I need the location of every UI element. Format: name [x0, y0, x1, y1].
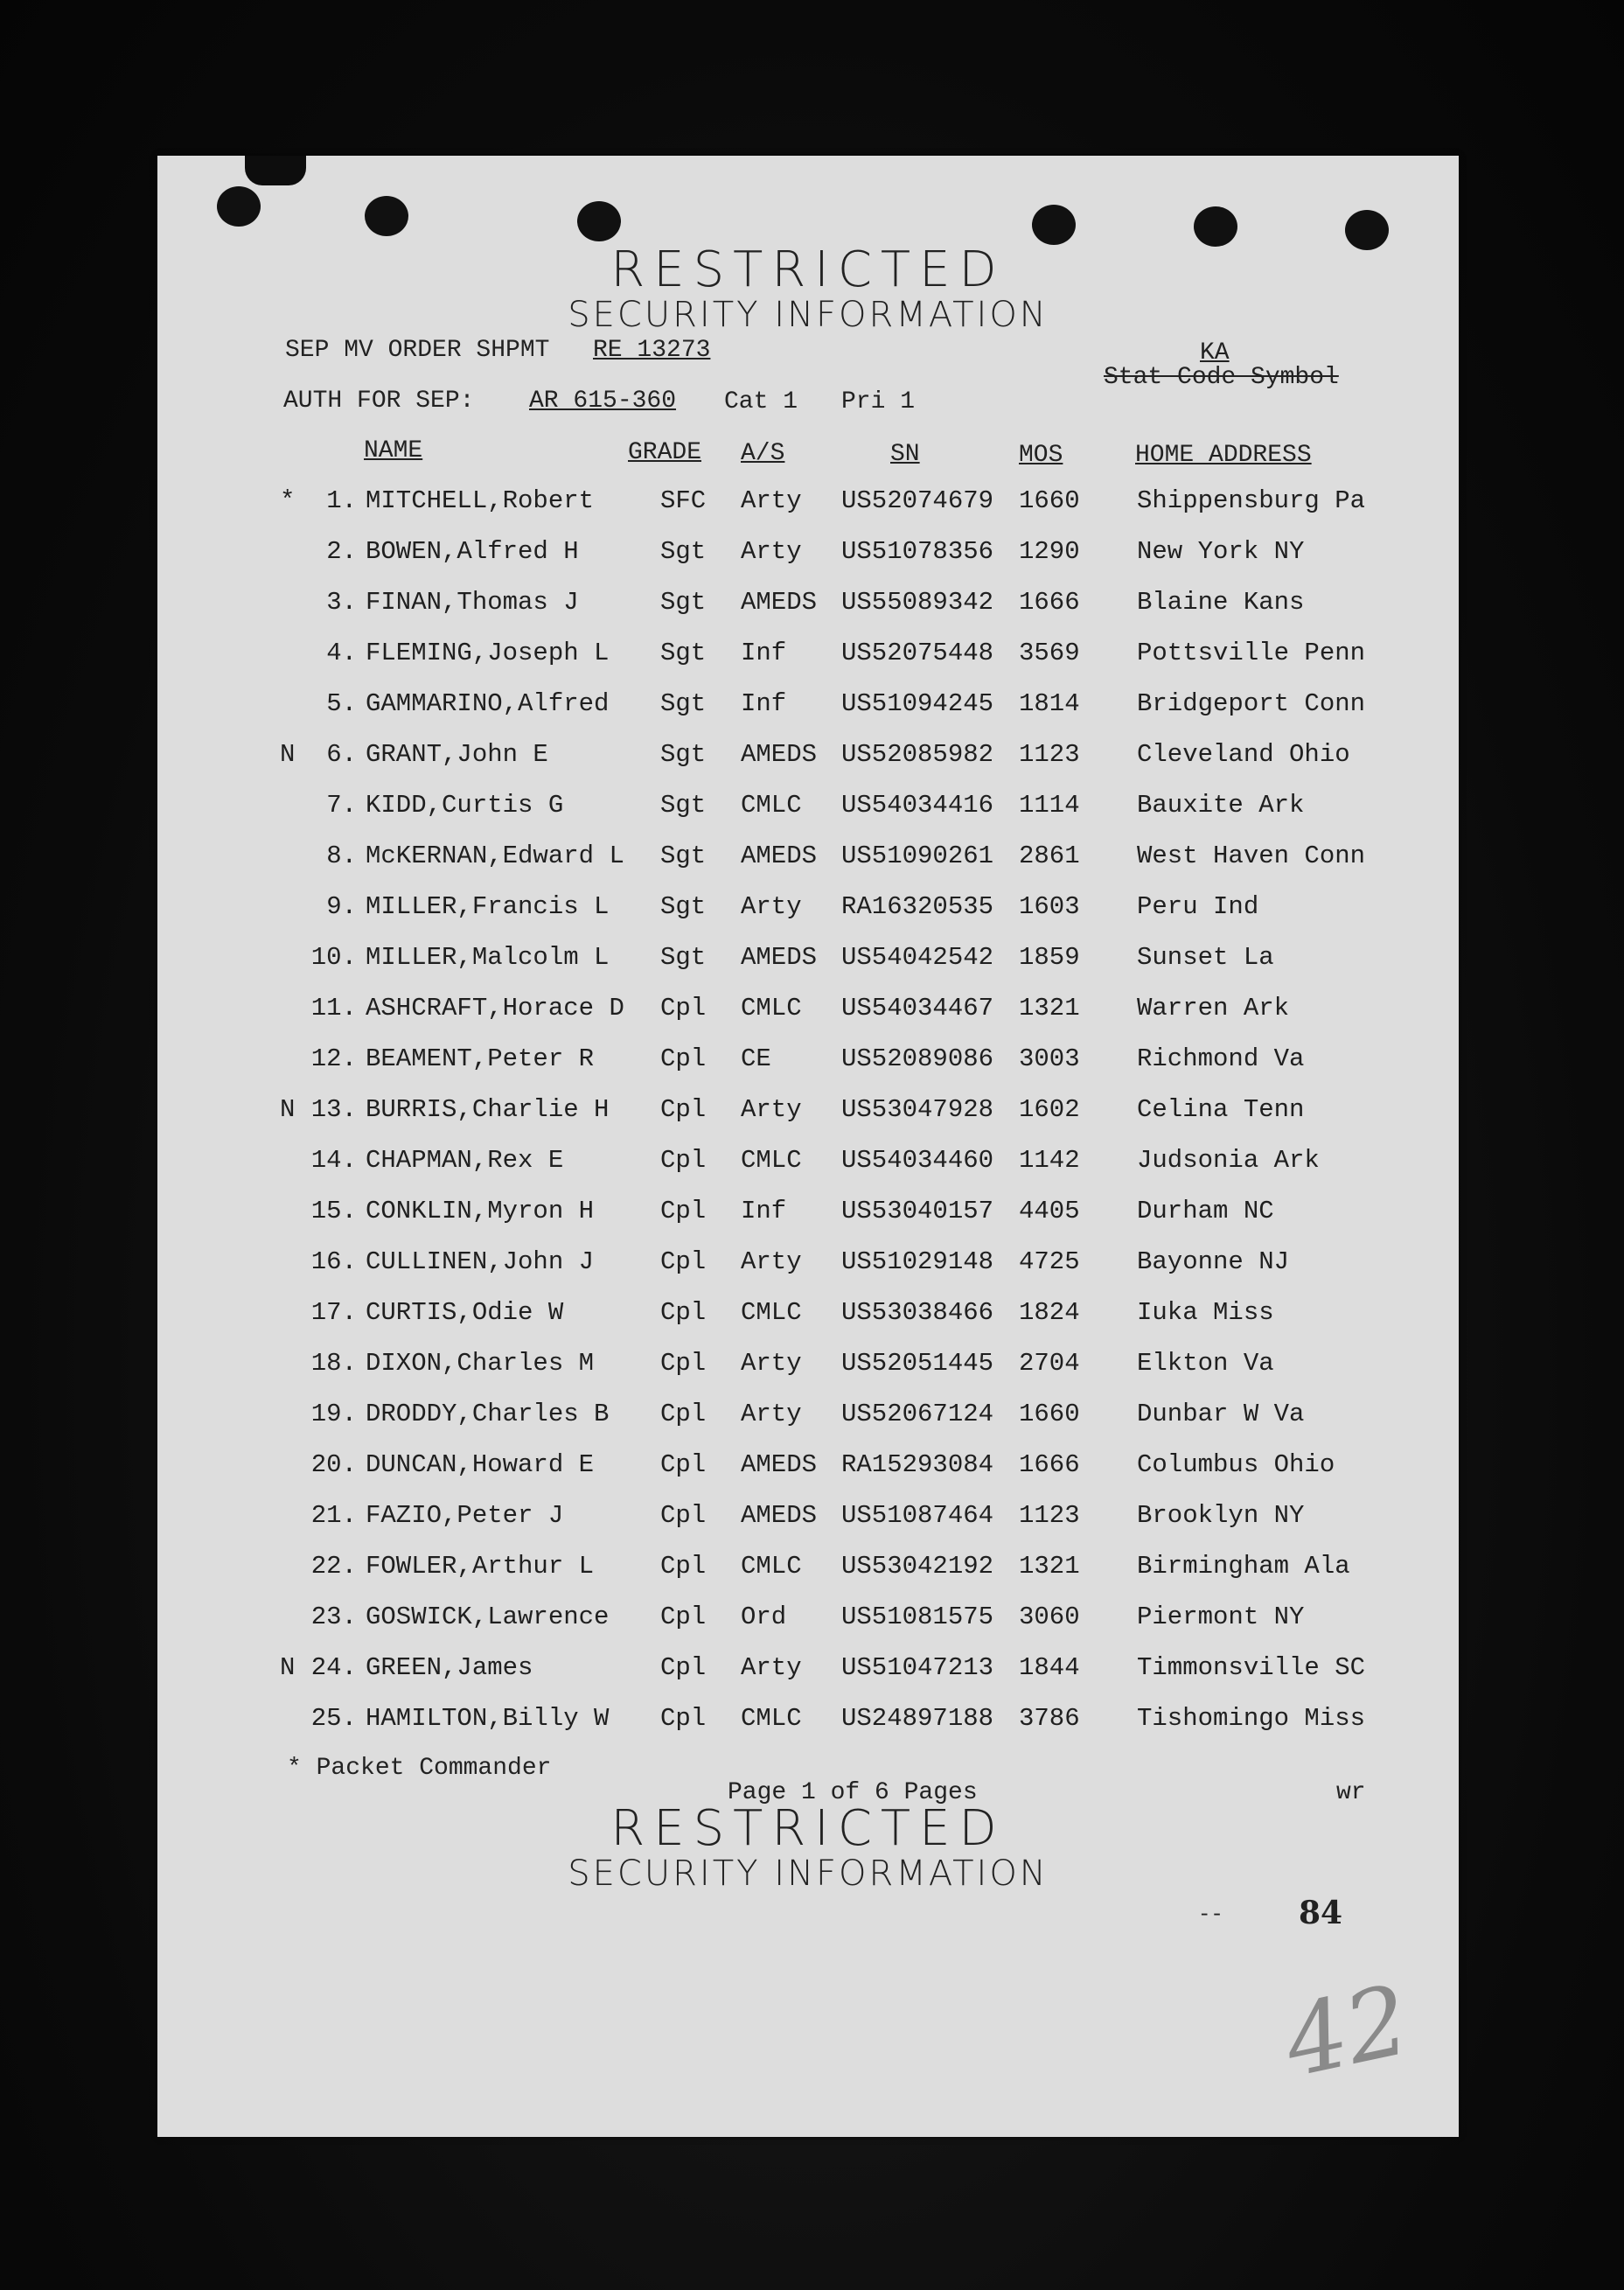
row-arm-service: Inf [741, 639, 787, 667]
row-mos: 1321 [1019, 994, 1080, 1023]
document-page [157, 156, 1459, 2137]
row-arm-service: AMEDS [741, 943, 818, 972]
row-mos: 1859 [1019, 943, 1080, 972]
pencil-number: 42 [1275, 1963, 1418, 2099]
row-number: 5. [326, 689, 357, 718]
row-arm-service: Arty [741, 1349, 802, 1378]
page-count: Page 1 of 6 Pages [728, 1779, 978, 1806]
row-number: 7. [326, 791, 357, 820]
row-number: 9. [326, 892, 357, 921]
row-serial-number: US51094245 [841, 689, 994, 718]
row-arm-service: AMEDS [741, 841, 818, 870]
row-serial-number: US55089342 [841, 588, 994, 617]
stat-code: KA [1200, 339, 1230, 367]
row-name: MITCHELL,Robert [366, 486, 595, 515]
row-name: GRANT,John E [366, 740, 548, 769]
row-home-address: Durham NC [1137, 1197, 1274, 1225]
row-mos: 1666 [1019, 1450, 1080, 1479]
row-home-address: Tishomingo Miss [1137, 1704, 1366, 1733]
row-grade: Cpl [660, 1146, 707, 1175]
row-mos: 1290 [1019, 537, 1080, 566]
row-grade: Sgt [660, 588, 707, 617]
row-serial-number: US54034416 [841, 791, 994, 820]
row-number: 4. [326, 639, 357, 667]
table-row [157, 689, 1459, 740]
row-grade: Cpl [660, 1095, 707, 1124]
row-mos: 3569 [1019, 639, 1080, 667]
row-name: GOSWICK,Lawrence [366, 1602, 610, 1631]
row-arm-service: Arty [741, 1653, 802, 1682]
table-row [157, 1653, 1459, 1704]
row-grade: Cpl [660, 1450, 707, 1479]
row-number: 3. [326, 588, 357, 617]
row-arm-service: CE [741, 1044, 771, 1073]
row-name: CULLINEN,John J [366, 1247, 595, 1276]
row-arm-service: Arty [741, 537, 802, 566]
row-name: DUNCAN,Howard E [366, 1450, 595, 1479]
row-grade: Cpl [660, 1501, 707, 1530]
row-number: 12. [310, 1044, 357, 1073]
col-header-name: NAME [364, 437, 423, 464]
row-grade: Sgt [660, 740, 707, 769]
row-grade: Sgt [660, 841, 707, 870]
row-arm-service: CMLC [741, 1298, 802, 1327]
row-serial-number: US52089086 [841, 1044, 994, 1073]
row-mark: * [280, 486, 296, 515]
row-arm-service: CMLC [741, 791, 802, 820]
row-home-address: Elkton Va [1137, 1349, 1274, 1378]
row-grade: Cpl [660, 1298, 707, 1327]
row-name: BURRIS,Charlie H [366, 1095, 610, 1124]
row-home-address: Birmingham Ala [1137, 1552, 1350, 1581]
row-name: DRODDY,Charles B [366, 1400, 610, 1428]
row-home-address: Blaine Kans [1137, 588, 1305, 617]
row-serial-number: US51078356 [841, 537, 994, 566]
row-grade: Sgt [660, 943, 707, 972]
row-grade: Cpl [660, 994, 707, 1023]
row-serial-number: US24897188 [841, 1704, 994, 1733]
row-serial-number: US52051445 [841, 1349, 994, 1378]
row-name: GAMMARINO,Alfred [366, 689, 610, 718]
row-grade: Cpl [660, 1247, 707, 1276]
row-serial-number: US52085982 [841, 740, 994, 769]
row-number: 1. [326, 486, 357, 515]
row-number: 8. [326, 841, 357, 870]
stamp-security-information: SECURITY INFORMATION [568, 295, 1049, 335]
category: Cat 1 [724, 388, 798, 415]
row-serial-number: RA16320535 [841, 892, 994, 921]
row-name: FOWLER,Arthur L [366, 1552, 595, 1581]
row-mos: 1123 [1019, 1501, 1080, 1530]
row-name: CURTIS,Odie W [366, 1298, 564, 1327]
row-number: 11. [310, 994, 357, 1023]
row-home-address: Warren Ark [1137, 994, 1290, 1023]
table-row [157, 639, 1459, 689]
row-name: CONKLIN,Myron H [366, 1197, 595, 1225]
row-mark: N [280, 1095, 296, 1124]
row-grade: Cpl [660, 1653, 707, 1682]
row-mos: 4405 [1019, 1197, 1080, 1225]
row-home-address: Bridgeport Conn [1137, 689, 1366, 718]
row-mos: 1660 [1019, 1400, 1080, 1428]
typist-initials: wr [1336, 1779, 1366, 1806]
row-serial-number: RA15293084 [841, 1450, 994, 1479]
row-grade: Cpl [660, 1602, 707, 1631]
col-header-address: HOME ADDRESS [1135, 442, 1312, 469]
table-row [157, 1298, 1459, 1349]
table-row [157, 537, 1459, 588]
restricted-stamp-top [157, 241, 1459, 335]
row-number: 10. [310, 943, 357, 972]
row-home-address: Brooklyn NY [1137, 1501, 1305, 1530]
stamp-restricted: RESTRICTED [610, 241, 1006, 298]
footer-dash: -- [1198, 1903, 1223, 1927]
page-number: 84 [1299, 1895, 1343, 1931]
row-number: 16. [310, 1247, 357, 1276]
row-grade: Sgt [660, 791, 707, 820]
row-serial-number: US51029148 [841, 1247, 994, 1276]
row-home-address: Iuka Miss [1137, 1298, 1274, 1327]
table-row [157, 588, 1459, 639]
row-home-address: Shippensburg Pa [1137, 486, 1366, 515]
table-row [157, 1349, 1459, 1400]
row-home-address: Cleveland Ohio [1137, 740, 1350, 769]
punch-hole [577, 201, 621, 241]
table-row [157, 892, 1459, 943]
auth-regulation: AR 615-360 [529, 387, 677, 415]
row-arm-service: Arty [741, 892, 802, 921]
row-grade: Sgt [660, 537, 707, 566]
table-row [157, 740, 1459, 791]
row-serial-number: US52074679 [841, 486, 994, 515]
stamp-security-information: SECURITY INFORMATION [568, 1854, 1049, 1894]
col-header-grade: GRADE [628, 439, 702, 466]
row-mos: 3060 [1019, 1602, 1080, 1631]
row-home-address: Columbus Ohio [1137, 1450, 1335, 1479]
row-name: BEAMENT,Peter R [366, 1044, 595, 1073]
row-mos: 1660 [1019, 486, 1080, 515]
row-arm-service: AMEDS [741, 1501, 818, 1530]
row-mos: 1321 [1019, 1552, 1080, 1581]
table-row [157, 1095, 1459, 1146]
row-serial-number: US52067124 [841, 1400, 994, 1428]
table-row [157, 1146, 1459, 1197]
row-grade: Sgt [660, 639, 707, 667]
row-home-address: Timmonsville SC [1137, 1653, 1366, 1682]
row-number: 21. [310, 1501, 357, 1530]
row-home-address: West Haven Conn [1137, 841, 1366, 870]
row-grade: Sgt [660, 689, 707, 718]
row-arm-service: Arty [741, 1400, 802, 1428]
row-number: 24. [310, 1653, 357, 1682]
row-home-address: Bayonne NJ [1137, 1247, 1290, 1276]
row-grade: Cpl [660, 1552, 707, 1581]
row-name: MILLER,Malcolm L [366, 943, 610, 972]
row-number: 18. [310, 1349, 357, 1378]
row-mos: 2704 [1019, 1349, 1080, 1378]
table-row [157, 1704, 1459, 1755]
order-label: SEP MV ORDER SHPMT [285, 337, 550, 364]
row-arm-service: Inf [741, 689, 787, 718]
stamp-restricted: RESTRICTED [610, 1800, 1006, 1857]
table-row [157, 486, 1459, 537]
row-arm-service: Arty [741, 486, 802, 515]
row-arm-service: AMEDS [741, 1450, 818, 1479]
punch-hole [365, 196, 408, 236]
row-mos: 1666 [1019, 588, 1080, 617]
punch-hole [217, 186, 261, 227]
row-serial-number: US51047213 [841, 1653, 994, 1682]
row-number: 14. [310, 1146, 357, 1175]
row-mark: N [280, 1653, 296, 1682]
row-serial-number: US52075448 [841, 639, 994, 667]
row-name: CHAPMAN,Rex E [366, 1146, 564, 1175]
row-home-address: Dunbar W Va [1137, 1400, 1305, 1428]
row-serial-number: US53047928 [841, 1095, 994, 1124]
row-arm-service: CMLC [741, 1552, 802, 1581]
table-row [157, 791, 1459, 841]
row-name: DIXON,Charles M [366, 1349, 595, 1378]
row-home-address: Judsonia Ark [1137, 1146, 1320, 1175]
row-serial-number: US51081575 [841, 1602, 994, 1631]
row-mos: 3786 [1019, 1704, 1080, 1733]
row-arm-service: Ord [741, 1602, 787, 1631]
restricted-stamp-bottom [157, 1800, 1459, 1894]
row-serial-number: US53042192 [841, 1552, 994, 1581]
row-mos: 1814 [1019, 689, 1080, 718]
row-number: 17. [310, 1298, 357, 1327]
table-row [157, 1400, 1459, 1450]
row-grade: Cpl [660, 1400, 707, 1428]
row-name: KIDD,Curtis G [366, 791, 564, 820]
row-name: GREEN,James [366, 1653, 533, 1682]
table-row [157, 1247, 1459, 1298]
row-home-address: Peru Ind [1137, 892, 1259, 921]
row-name: FLEMING,Joseph L [366, 639, 610, 667]
row-arm-service: CMLC [741, 1146, 802, 1175]
row-grade: Cpl [660, 1704, 707, 1733]
row-mos: 2861 [1019, 841, 1080, 870]
table-row [157, 1197, 1459, 1247]
auth-label: AUTH FOR SEP: [283, 387, 475, 415]
row-name: ASHCRAFT,Horace D [366, 994, 624, 1023]
footnote-packet-commander: * Packet Commander [287, 1755, 552, 1782]
row-number: 25. [310, 1704, 357, 1733]
row-number: 15. [310, 1197, 357, 1225]
row-arm-service: Arty [741, 1095, 802, 1124]
row-number: 13. [310, 1095, 357, 1124]
row-home-address: Sunset La [1137, 943, 1274, 972]
table-row [157, 1602, 1459, 1653]
row-number: 19. [310, 1400, 357, 1428]
row-mos: 1602 [1019, 1095, 1080, 1124]
row-serial-number: US53040157 [841, 1197, 994, 1225]
row-name: FAZIO,Peter J [366, 1501, 564, 1530]
row-mos: 1114 [1019, 791, 1080, 820]
row-arm-service: AMEDS [741, 740, 818, 769]
row-number: 22. [310, 1552, 357, 1581]
row-arm-service: CMLC [741, 994, 802, 1023]
row-home-address: Celina Tenn [1137, 1095, 1305, 1124]
row-serial-number: US53038466 [841, 1298, 994, 1327]
table-row [157, 994, 1459, 1044]
table-row [157, 1450, 1459, 1501]
row-name: MILLER,Francis L [366, 892, 610, 921]
row-mos: 1123 [1019, 740, 1080, 769]
row-mos: 1844 [1019, 1653, 1080, 1682]
row-serial-number: US54034460 [841, 1146, 994, 1175]
col-header-mos: MOS [1019, 442, 1063, 469]
row-mos: 3003 [1019, 1044, 1080, 1073]
row-arm-service: Inf [741, 1197, 787, 1225]
row-arm-service: CMLC [741, 1704, 802, 1733]
row-mos: 4725 [1019, 1247, 1080, 1276]
row-grade: SFC [660, 486, 707, 515]
table-row [157, 1552, 1459, 1602]
row-home-address: Richmond Va [1137, 1044, 1305, 1073]
row-mos: 1142 [1019, 1146, 1080, 1175]
table-row [157, 1044, 1459, 1095]
row-name: HAMILTON,Billy W [366, 1704, 610, 1733]
row-number: 23. [310, 1602, 357, 1631]
row-home-address: Pottsville Penn [1137, 639, 1366, 667]
priority: Pri 1 [841, 388, 916, 415]
punch-hole [1194, 206, 1237, 247]
order-number: RE 13273 [593, 337, 711, 364]
row-serial-number: US54042542 [841, 943, 994, 972]
row-grade: Cpl [660, 1197, 707, 1225]
row-home-address: Piermont NY [1137, 1602, 1305, 1631]
table-row [157, 943, 1459, 994]
row-number: 6. [326, 740, 357, 769]
row-mos: 1824 [1019, 1298, 1080, 1327]
row-home-address: Bauxite Ark [1137, 791, 1305, 820]
row-home-address: New York NY [1137, 537, 1305, 566]
row-serial-number: US54034467 [841, 994, 994, 1023]
row-number: 20. [310, 1450, 357, 1479]
punch-hole [1032, 205, 1076, 245]
row-name: McKERNAN,Edward L [366, 841, 624, 870]
row-name: BOWEN,Alfred H [366, 537, 579, 566]
col-header-as: A/S [741, 440, 785, 467]
row-arm-service: AMEDS [741, 588, 818, 617]
stat-code-label: Stat Code Symbol [1104, 364, 1339, 391]
row-grade: Sgt [660, 892, 707, 921]
row-serial-number: US51087464 [841, 1501, 994, 1530]
row-mark: N [280, 740, 296, 769]
row-grade: Cpl [660, 1349, 707, 1378]
table-row [157, 841, 1459, 892]
row-mos: 1603 [1019, 892, 1080, 921]
table-row [157, 1501, 1459, 1552]
row-arm-service: Arty [741, 1247, 802, 1276]
row-number: 2. [326, 537, 357, 566]
row-name: FINAN,Thomas J [366, 588, 579, 617]
col-header-sn: SN [890, 441, 920, 468]
row-serial-number: US51090261 [841, 841, 994, 870]
torn-edge [245, 156, 306, 185]
row-grade: Cpl [660, 1044, 707, 1073]
